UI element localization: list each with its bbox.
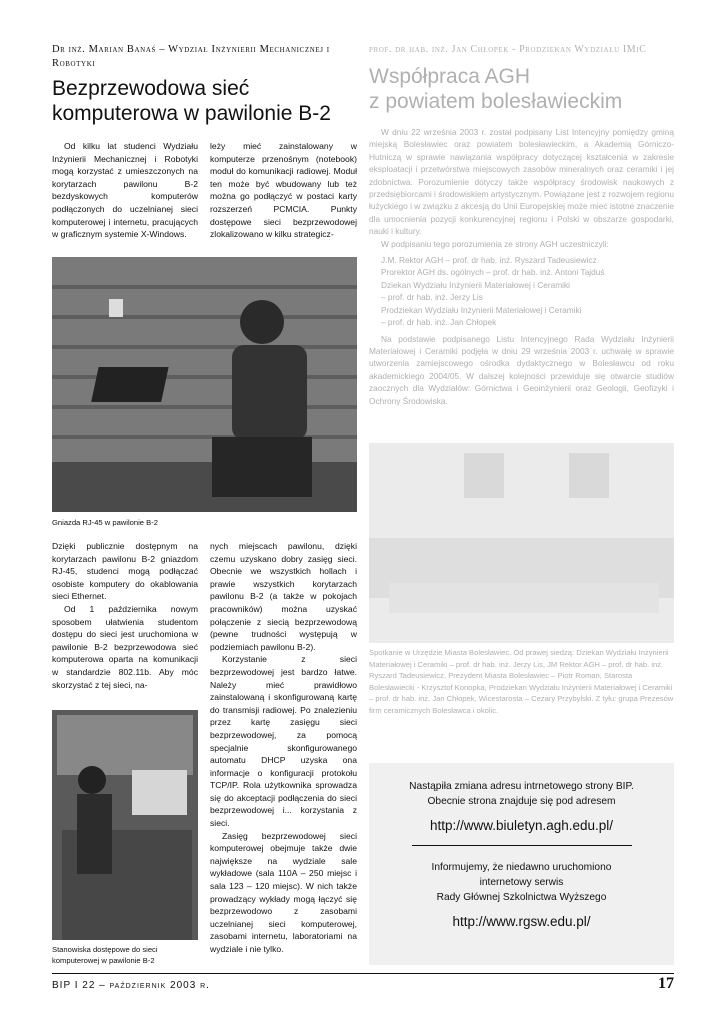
right-title-line2: z powiatem bolesławieckim bbox=[369, 90, 623, 113]
right-title-line1: Współpraca AGH bbox=[369, 65, 531, 88]
page-number: 17 bbox=[658, 975, 674, 992]
left-col2-top-text: leży mieć zainstalowany w komputerze przenośnym (notebook) moduł do komunikacji radiowej. Moduł ten może być wbudowany lub też można go podłączyć w postaci karty rozszerzeń PCMCIA. Punkty dostępowe sieci bezprzewodowej zlokalizowano w kilku strategicz- bbox=[210, 141, 357, 240]
announcement-box bbox=[369, 763, 674, 965]
left-author: Dr inż. Marian Banaś – Wydział Inżynierii Mechanicznej i Robotyki bbox=[52, 44, 330, 69]
left-col1-top bbox=[52, 140, 198, 241]
left-col1-p2: Od 1 października nowym sposobem ułatwienia studentom dostępu do sieci jest uruchomiona w pawilonie B-2 bezprzewodowa sieć komputerowa oparta na komunikacji w standardzie 802.11b. Aby móc skorzystać z tej sieci, na- bbox=[52, 603, 198, 690]
signatory: Prorektor AGH ds. ogólnych – prof. dr hab. inż. Antoni Tajduś bbox=[381, 267, 605, 278]
footer-rule bbox=[52, 973, 674, 974]
photo-workstations-caption: Stanowiska dostępowe do sieci komputerowej w pawilonie B-2 bbox=[52, 945, 158, 965]
announcement-line3: Informujemy, że niedawno uruchomiono bbox=[431, 862, 612, 873]
left-col1-p1: Dzięki publicznie dostępnym na korytarzach pawilonu B-2 gniazdom RJ-45, studenci mogą podłączać osobiste komputery do okablowania sieci Ethernet. bbox=[52, 541, 198, 602]
right-title bbox=[369, 64, 679, 114]
announcement-url2[interactable]: http://www.rgsw.edu.pl/ bbox=[452, 914, 591, 929]
announcement-divider bbox=[412, 845, 632, 846]
signatory: Dziekan Wydziału Inżynierii Materiałowej i Ceramiki bbox=[381, 279, 570, 290]
left-col1-top-text: Od kilku lat studenci Wydziału Inżynierii Mechanicznej i Robotyki mogą korzystać z umieszczonych na korytarzach pawilonu B-2 bezdyskowych komputerów podłączonych do uczelnianej sieci komputerowej i internetu, pracujących w graficznym systemie X-Windows. bbox=[52, 141, 198, 240]
left-title bbox=[52, 76, 362, 126]
announcement-line4: internetowy serwis bbox=[479, 877, 564, 888]
right-p1: W dniu 22 września 2003 r. został podpisany List Intencyjny pomiędzy gminą miejską Bolesławiec oraz powiatem bolesławieckim, a Akademią Górniczo-Hutniczą w sprawie nawiązania współpracy dotyczącej kształcenia w zakresie eksploatacji i przetwórstwa miejscowych zasobów mineralnych oraz ceramiki i jej zdobnictwa. Porozumienie dotyczy także współpracy środowisk naukowych z przedsiębiorcami i środowiskiem artystycznym. Powiązane jest z rozwojem regionu łużyckiego i w związku z akcesją do Unii Europejskiej może mieć istotne znaczenie dla umocnienia pozycji konkurencyjnej regionu i Polski w obszarze gospodarki, nauki i kultury. bbox=[369, 127, 674, 237]
left-col2-top bbox=[210, 140, 357, 241]
photo-workstations bbox=[52, 710, 198, 940]
left-title-line2: komputerowa w pawilonie B-2 bbox=[52, 102, 331, 125]
right-author: prof. dr hab. inż. Jan Chłopek - Prodziekan Wydziału IMiC bbox=[369, 44, 647, 55]
right-p2: W podpisaniu tego porozumienia ze strony AGH uczestniczyli: bbox=[381, 238, 609, 249]
photo-meeting-image bbox=[369, 443, 674, 643]
right-signatories bbox=[369, 254, 674, 328]
photo-rj45 bbox=[52, 257, 357, 512]
left-col2-p1: nych miejscach pawilonu, dzięki czemu uzyskano dobry zasięg sieci. Obecnie we wszystkich hollach i prawie wszystkich korytarzach pawilonu B-2 (a także w pokojach pracowników) można uzyskać połączenie z siecią bezprzewodową (pewne trudności występują w podziemiach pawilonu B-2). bbox=[210, 541, 357, 652]
left-col1-bottom bbox=[52, 540, 198, 691]
left-title-line1: Bezprzewodowa sieć bbox=[52, 77, 250, 100]
photo-meeting bbox=[369, 443, 674, 643]
announcement-url1[interactable]: http://www.biuletyn.agh.edu.pl/ bbox=[429, 818, 614, 833]
announcement-line2: Obecnie strona znajduje się pod adresem bbox=[427, 796, 616, 807]
left-col2-p3: Zasięg bezprzewodowej sieci komputerowej obejmuje także dwie największe na wydziale sale wykładowe (sala 110A – 250 miejsc i sala 123 – 120 miejsc). W nich także prowadzący wykłady mogą łączyć się bezprzewodowo z zasobami uczelnianej sieci komputerowej, zasobami internetu, laboratoriami na wydziale i nie tylko. bbox=[210, 830, 357, 954]
photo-rj45-image bbox=[52, 257, 357, 512]
left-col2-p2: Korzystanie z sieci bezprzewodowej jest bardzo łatwe. Należy mieć prawidłowo zainstalowaną i skonfigurowaną kartę do transmisji radiowej. Po znalezieniu przez kartę zasięgu sieci bezprzewodowej, za pomocą specjalnie skonfigurowanego automatu DHCP uzyska ona informacje o konfiguracji protokołu TCP/IP. Rola użytkownika sprowadza się do akceptacji podłączenia do sieci bezprzewodowej i... korzystania z sieci. bbox=[210, 654, 357, 829]
announcement-line1: Nastąpiła zmiana adresu intrnetowego strony BIP. bbox=[409, 781, 634, 792]
announcement-line5: Rady Głównej Szkolnictwa Wyższego bbox=[436, 892, 607, 903]
signatory: Prodziekan Wydziału Inżynierii Materiałowej i Ceramiki bbox=[381, 304, 582, 315]
right-p3: Na podstawie podpisanego Listu Intencyjnego Rada Wydziału Inżynierii Materiałowej i Ceramiki podjęła w dniu 29 września 2003 r. uchwałę w sprawie utworzenia zamiejscowego ośrodka dydaktycznego w Bolesławcu od roku akademickiego 2004/05. W dalszej kolejności przewiduje się otwarcie studiów zaocznych dla Wydziałów: Górnictwa i Geoinżynierii oraz Geologii, Geofizyki i Ochrony Środowiska. bbox=[369, 333, 674, 406]
footer-left: BIP I 22 – październik 2003 r. bbox=[52, 980, 210, 991]
right-body bbox=[369, 126, 674, 407]
signatory: – prof. dr hab. inż. Jerzy Lis bbox=[381, 292, 483, 303]
photo-rj45-caption: Gniazda RJ-45 w pawilonie B-2 bbox=[52, 518, 158, 527]
signatory: J.M. Rektor AGH – prof. dr hab. inż. Ryszard Tadeusiewicz bbox=[381, 255, 597, 266]
left-col2-bottom bbox=[210, 540, 357, 956]
photo-workstations-image bbox=[52, 710, 198, 940]
photo-meeting-caption: Spotkanie w Urzędzie Miasta Bolesławiec. Od prawej siedzą: Dziekan Wydziału Inżynierii Materiałowej i Ceramiki – prof. dr hab. inż. Jerzy Lis, JM Rektor AGH – prof. dr hab. inż. Ryszard Tadeusiewicz, Prezydent Miasta Bolesławiec – Piotr Roman, Starosta Bolesławiecki - Krzysztof Konopka, Prodziekan Wydziału Inżynierii Materiałowej i Ceramiki – prof. dr hab. inż. Jan Chłopek, Wicestarosta – Cezary Przybylski. Z tyłu: grupa Prezesów firm ceramicznych Bolesławca i okolic. bbox=[369, 648, 674, 715]
signatory: – prof. dr hab. inż. Jan Chłopek bbox=[381, 317, 497, 328]
